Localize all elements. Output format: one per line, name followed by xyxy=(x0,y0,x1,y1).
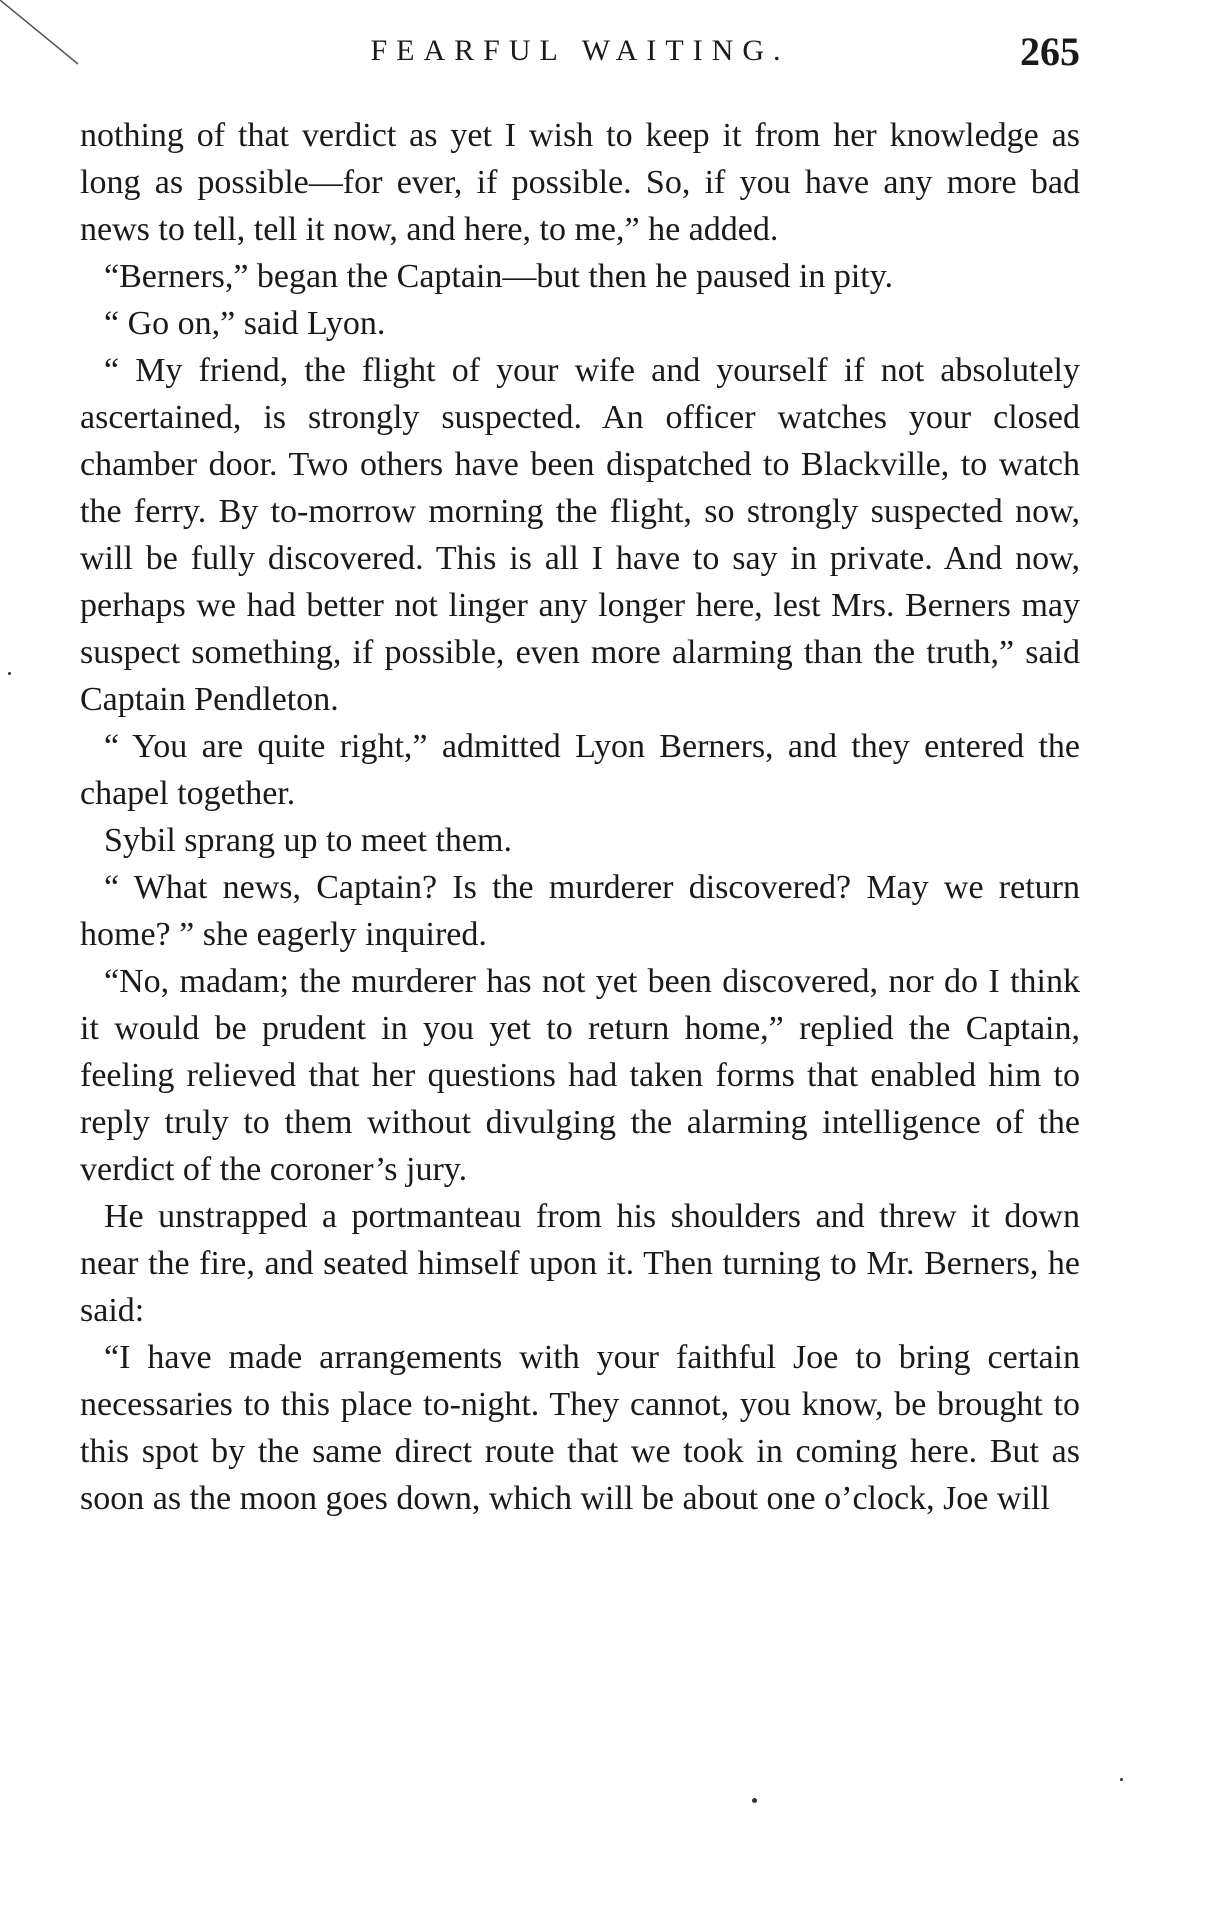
paragraph: “I have made arrangements with your faithful Joe to bring certain necessaries to this place to-night. They cannot, you know, be brought to this spot by the same direct route that we took in coming here. But as soon as the moon goes down, which will be about one o’clock, Joe will xyxy=(80,1339,1080,1517)
page-body-text xyxy=(80,112,1080,1522)
paragraph: “ You are quite right,” admitted Lyon Berners, and they entered the chapel together. xyxy=(80,728,1080,812)
paragraph: Sybil sprang up to meet them. xyxy=(104,822,512,859)
ink-speck xyxy=(8,672,11,675)
paragraph: “Berners,” began the Captain—but then he paused in pity. xyxy=(104,258,894,295)
paragraph: “No, madam; the murderer has not yet been discovered, nor do I think it would be prudent in you yet to return home,” replied the Captain, feeling relieved that her questions had taken forms that enabled him to reply truly to them without divulging the alarming intelligence of the verdict of the coroner’s jury. xyxy=(80,963,1080,1188)
paragraph: “ What news, Captain? Is the murderer discovered? May we return home? ” she eagerly inquired. xyxy=(80,869,1080,953)
running-title: FEARFUL WAITING. xyxy=(370,34,790,67)
ink-speck xyxy=(1120,1778,1123,1781)
paragraph: nothing of that verdict as yet I wish to keep it from her knowledge as long as possible—for ever, if possible. So, if you have any more bad news to tell, tell it now, and here, to me,” he added. xyxy=(80,117,1080,248)
page-number: 265 xyxy=(1020,29,1080,74)
page-header xyxy=(80,28,1080,78)
ink-speck xyxy=(752,1798,757,1803)
paragraph: “ My friend, the flight of your wife and yourself if not absolutely ascertained, is strongly suspected. An officer watches your closed chamber door. Two others have been dispatched to Blackville, to watch the ferry. By to-morrow morning the flight, so strongly suspected now, will be fully discovered. This is all I have to say in private. And now, perhaps we had better not linger any longer here, lest Mrs. Berners may suspect something, if possible, even more alarming than the truth,” said Captain Pendleton. xyxy=(80,352,1080,718)
paragraph: He unstrapped a portmanteau from his shoulders and threw it down near the fire, and seated himself upon it. Then turning to Mr. Berners, he said: xyxy=(80,1198,1080,1329)
paragraph: “ Go on,” said Lyon. xyxy=(104,305,386,342)
